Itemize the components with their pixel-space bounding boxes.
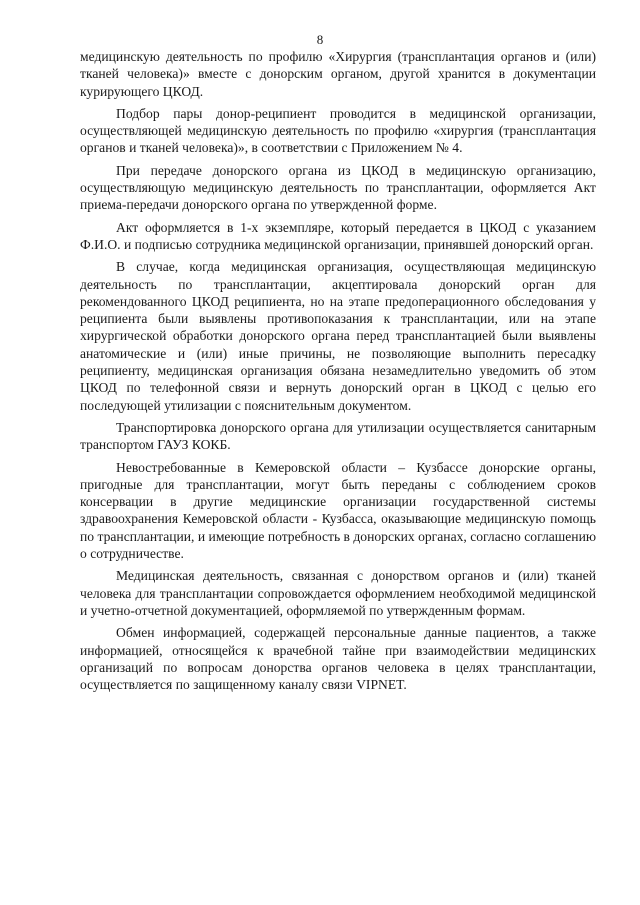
paragraph-data-exchange: Обмен информацией, содержащей персональные данные пациентов, а также информацией, относящейся к врачебной тайне при взаимодействии медицинских организаций по вопросам донорства органов человека в целях трансплантации, осуществляется по защищенному каналу связи VIPNET.: [80, 625, 596, 693]
paragraph-transfer-act: При передаче донорского органа из ЦКОД в медицинскую организацию, осуществляющую медицинскую деятельность по трансплантации, оформляется Акт приема-передачи донорского органа по утвержденной форме.: [80, 162, 596, 213]
paragraph-return-of-organ: В случае, когда медицинская организация, осуществляющая медицинскую деятельность по трансплантации, акцептировала донорский орган для рекомендованного ЦКОД реципиента, но на этапе предоперационного обследования у реципиента были выявлены противопоказания к трансплантации, или на этапе хирургической обработки донорского органа перед трансплантацией были выявлены анатомические и (или) иные причины, не позволяющие выполнить пересадку реципиенту, медицинская организация обязана незамедлительно уведомить об этом ЦКОД по телефонной связи и вернуть донорский орган в ЦКОД с целью его последующей утилизации с пояснительным документом.: [80, 259, 596, 413]
paragraph-unclaimed-organs: Невостребованные в Кемеровской области – Кузбассе донорские органы, пригодные для трансплантации, могут быть переданы с соблюдением сроков консервации в другие медицинские организации государственной системы здравоохранения Кемеровской области - Кузбасса, оказывающие медицинскую помощь по трансплантации, и имеющие потребность в донорских органах, согласно соглашению о сотрудничестве.: [80, 459, 596, 562]
paragraph-donor-recipient-selection: Подбор пары донор-реципиент проводится в медицинской организации, осуществляющей медицинскую деятельность по профилю «хирургия (трансплантация органов и тканей человека)», в соответствии с Приложением № 4.: [80, 105, 596, 156]
paragraph-documentation: Медицинская деятельность, связанная с донорством органов и (или) тканей человека для трансплантации сопровождается оформлением необходимой медицинской и учетно-отчетной документацией, оформляемой по утвержденным формам.: [80, 568, 596, 618]
paragraph-continuation: медицинскую деятельность по профилю «Хирургия (трансплантация органов и (или) тканей человека)» вместе с донорским органом, другой хранится в документации курирующего ЦКОД.: [80, 49, 596, 99]
paragraph-transport: Транспортировка донорского органа для утилизации осуществляется санитарным транспортом ГАУЗ КОКБ.: [80, 419, 596, 453]
page-number: 8: [316, 32, 324, 47]
document-body: [80, 48, 596, 698]
paragraph-act-copy: Акт оформляется в 1-х экземпляре, который передается в ЦКОД с указанием Ф.И.О. и подписью сотрудника медицинской организации, принявшей донорский орган.: [80, 219, 596, 252]
